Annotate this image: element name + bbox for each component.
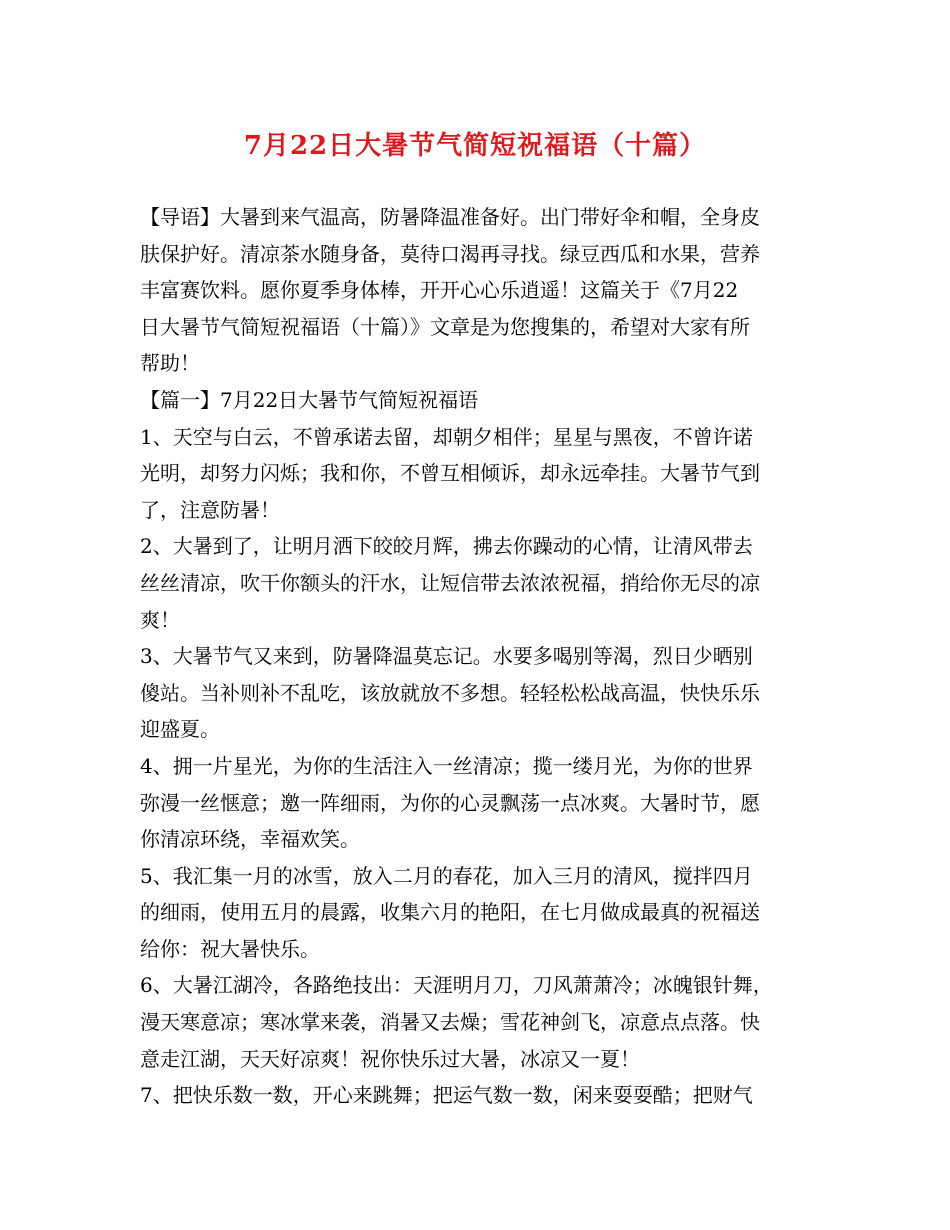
text-line: 的细雨，使用五月的晨露，收集六月的艳阳，在七月做成最真的祝福送: [140, 900, 760, 925]
text-line: 光明，却努力闪烁；我和你，不曾互相倾诉，却永远牵挂。大暑节气到: [140, 461, 760, 486]
text-line: 2、大暑到了，让明月洒下皎皎月辉，拂去你躁动的心情，让清风带去: [140, 534, 753, 559]
text-line: 迎盛夏。: [140, 717, 220, 742]
text-line: 日大暑节气简短祝福语（十篇）》文章是为您搜集的，希望对大家有所: [140, 314, 750, 339]
text-line: 5、我汇集一月的冰雪，放入二月的春花，加入三月的清风，搅拌四月: [140, 863, 753, 888]
text-line: 漫天寒意凉；寒冰掌来袭，消暑又去燥；雪花神剑飞，凉意点点落。快: [140, 1010, 760, 1035]
text-line: 【导语】大暑到来气温高，防暑降温准备好。出门带好伞和帽，全身皮: [140, 205, 760, 229]
text-line: 爽！: [140, 607, 180, 632]
text-line: 【篇一】7月22日大暑节气简短祝福语: [140, 387, 479, 412]
text-line: 你清凉环绕，幸福欢笑。: [140, 827, 360, 852]
document-body: [140, 199, 820, 1114]
text-line: 丝丝清凉，吹干你额头的汗水，让短信带去浓浓祝福，捎给你无尽的凉: [140, 570, 760, 595]
text-line: 傻站。当补则补不乱吃，该放就放不多想。轻轻松松战高温，快快乐乐: [140, 680, 760, 705]
document-title: 7月22日大暑节气简短祝福语（十篇）: [243, 131, 707, 161]
text-line: 帮助！: [140, 351, 200, 376]
text-line: 弥漫一丝惬意；邀一阵细雨，为你的心灵飘荡一点冰爽。大暑时节，愿: [140, 790, 760, 815]
text-line: 丰富赛饮料。愿你夏季身体棒，开开心心乐逍遥！这篇关于《7月22: [140, 278, 739, 303]
text-line: 了，注意防暑！: [140, 497, 280, 522]
text-line: 肤保护好。清凉茶水随身备，莫待口渴再寻找。绿豆西瓜和水果，营养: [140, 241, 760, 266]
text-line: 6、大暑江湖冷，各路绝技出：天涯明月刀，刀风萧萧冷；冰魄银针舞，: [140, 973, 773, 998]
text-line: 4、拥一片星光，为你的生活注入一丝清凉；揽一缕月光，为你的世界: [140, 753, 753, 778]
text-line: 给你：祝大暑快乐。: [140, 936, 320, 961]
text-line: 7、把快乐数一数，开心来跳舞；把运气数一数，闲来耍耍酷；把财气: [140, 1083, 753, 1108]
text-line: 意走江湖，天天好凉爽！祝你快乐过大暑，冰凉又一夏！: [140, 1046, 640, 1071]
text-line: 1、天空与白云，不曾承诺去留，却朝夕相伴；星星与黑夜，不曾许诺: [140, 424, 753, 449]
text-line: 3、大暑节气又来到，防暑降温莫忘记。水要多喝别等渴，烈日少晒别: [140, 644, 753, 669]
